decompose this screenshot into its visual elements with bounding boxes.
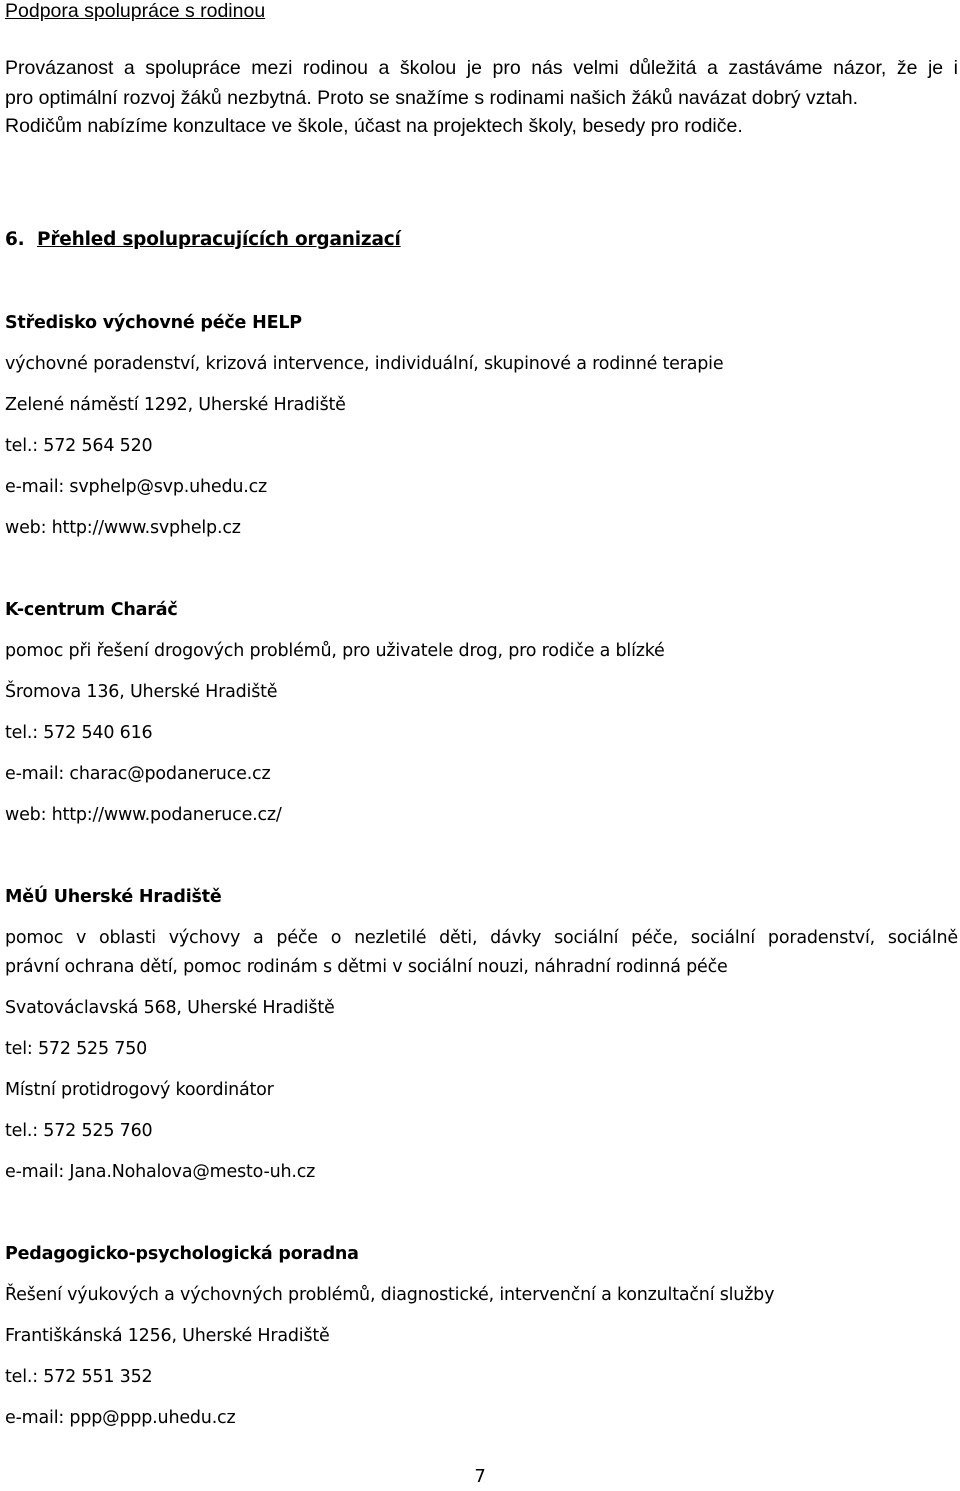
intro-line: Provázanost a spolupráce mezi rodinou a školou je pro nás velmi důležitá a zastáváme názor, že je i — [5, 57, 958, 79]
org-contact-role: Místní protidrogový koordinátor — [5, 1080, 274, 1100]
section-title: Přehled spolupracujících organizací — [37, 229, 401, 250]
page-number: 7 — [474, 1466, 486, 1487]
org-name: MěÚ Uherské Hradiště — [5, 887, 222, 907]
org-description: pomoc při řešení drogových problémů, pro uživatele drog, pro rodiče a blízké — [5, 641, 665, 661]
org-web: web: http://www.podaneruce.cz/ — [5, 805, 282, 825]
org-email: e-mail: svphelp@svp.uhedu.cz — [5, 477, 268, 497]
org-phone: tel: 572 525 750 — [5, 1039, 148, 1059]
org-phone: tel.: 572 525 760 — [5, 1121, 153, 1141]
org-phone: tel.: 572 564 520 — [5, 436, 153, 456]
org-description: pomoc v oblasti výchovy a péče o nezletilé děti, dávky sociální péče, sociální poradenství, sociálně — [5, 928, 958, 948]
org-description: právní ochrana dětí, pomoc rodinám s dětmi v sociální nouzi, náhradní rodinná péče — [5, 957, 728, 977]
org-email: e-mail: ppp@ppp.uhedu.cz — [5, 1408, 236, 1428]
org-web: web: http://www.svphelp.cz — [5, 518, 241, 538]
org-address: Svatováclavská 568, Uherské Hradiště — [5, 998, 335, 1018]
org-name: Pedagogicko-psychologická poradna — [5, 1244, 359, 1264]
org-phone: tel.: 572 551 352 — [5, 1367, 153, 1387]
org-email: e-mail: charac@podaneruce.cz — [5, 764, 271, 784]
org-name: Středisko výchovné péče HELP — [5, 313, 302, 333]
org-description: výchovné poradenství, krizová intervence, individuální, skupinové a rodinné terapie — [5, 354, 724, 374]
section-number: 6. — [5, 229, 25, 250]
org-description: Řešení výukových a výchovných problémů, diagnostické, intervenční a konzultační služby — [5, 1285, 775, 1305]
org-email: e-mail: Jana.Nohalova@mesto-uh.cz — [5, 1162, 316, 1182]
intro-line: Rodičům nabízíme konzultace ve škole, účast na projektech školy, besedy pro rodiče. — [5, 115, 743, 137]
section-heading — [5, 228, 401, 252]
org-address: Františkánská 1256, Uherské Hradiště — [5, 1326, 330, 1346]
org-address: Šromova 136, Uherské Hradiště — [5, 682, 278, 702]
org-address: Zelené náměstí 1292, Uherské Hradiště — [5, 395, 346, 415]
org-phone: tel.: 572 540 616 — [5, 723, 153, 743]
intro-line: pro optimální rozvoj žáků nezbytná. Proto se snažíme s rodinami našich žáků navázat dobrý vztah. — [5, 87, 859, 109]
org-name: K-centrum Charáč — [5, 600, 178, 620]
intro-heading: Podpora spolupráce s rodinou — [5, 0, 266, 22]
